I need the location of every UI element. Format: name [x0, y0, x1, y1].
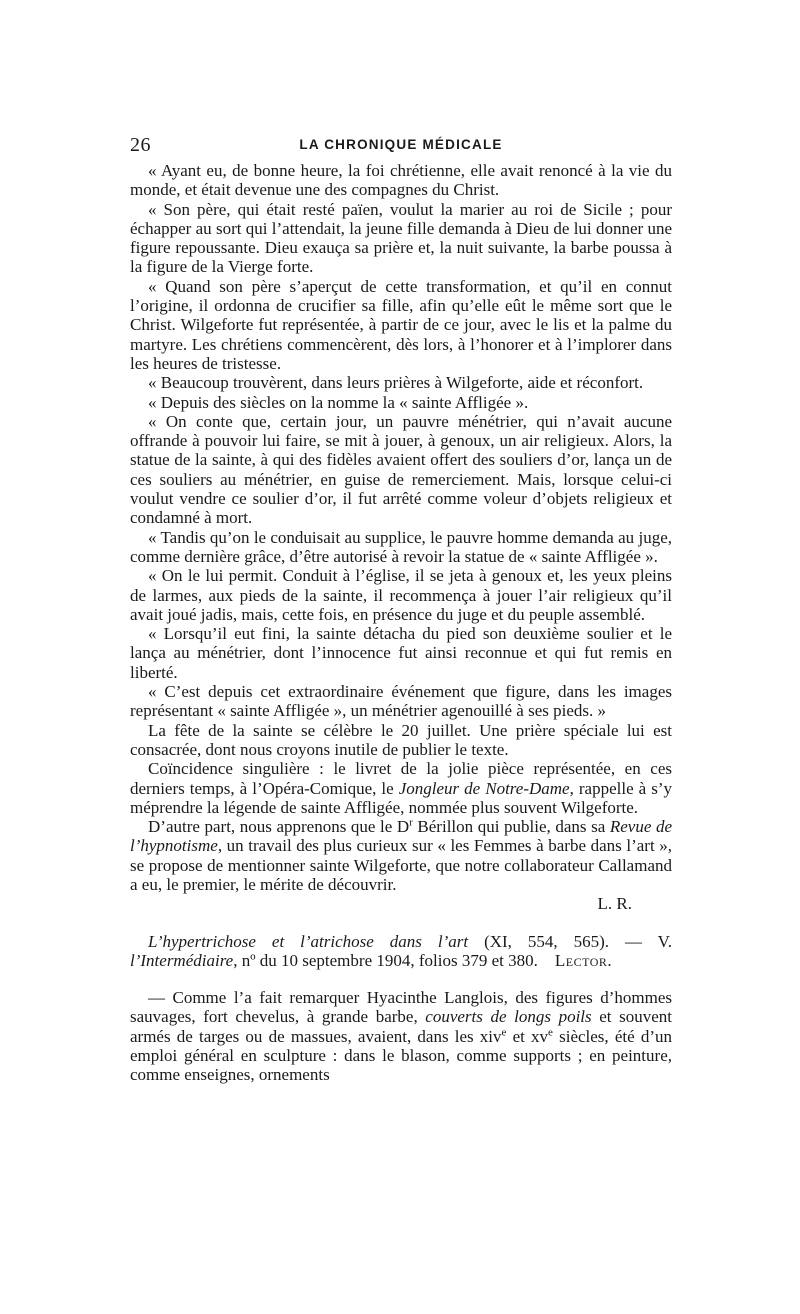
paragraph: « Depuis des siècles on la nomme la « sainte Affligée ».: [148, 392, 529, 412]
paragraph: « Quand son père s’aperçut de cette transformation, et qu’il en connut l’origine, il ordonna de crucifier sa fille, afin qu’elle eût le même sort que le Christ. Wilgeforte fut représentée, à partir de ce jour, avec le lis et la palme du martyre. Les chrétiens commencèrent, dès lors, à l’honorer et à l’implorer dans les heures de tristesse.: [130, 276, 672, 373]
running-title: LA CHRONIQUE MÉDICALE: [299, 137, 503, 152]
text-run: siècles, été d’un emploi général en sculpture : dans le blason, comme supports ; en peinture, comme enseignes, ornements: [130, 1026, 672, 1085]
reference-entry: [130, 932, 672, 971]
text-run: et souvent armés de targes ou de massues, avaient, dans les xiv: [130, 1007, 672, 1046]
reference-title: L’hypertrichose et l’atrichose dans l’art: [148, 931, 469, 951]
text-run: Bérillon qui publie, dans sa: [412, 817, 610, 837]
article-body: [130, 161, 672, 1085]
superscript: e: [548, 1026, 553, 1039]
text-run: Coïncidence singulière : le livret de la jolie pièce représentée, en ces derniers temps, à l’Opéra-Comique, le: [130, 759, 672, 798]
paragraph: « Ayant eu, de bonne heure, la foi chrétienne, elle avait renoncé à la vie du monde, et était devenue une des compagnes du Christ.: [130, 161, 672, 200]
italic-phrase: couverts de longs poils: [425, 1007, 592, 1027]
superscript: r: [409, 816, 413, 829]
paragraph: « Lorsqu’il eut fini, la sainte détacha du pied son deuxième soulier et le lança au ménétrier, dont l’innocence fut ainsi reconnue et qui fut remis en liberté.: [130, 624, 672, 682]
paragraph: « Beaucoup trouvèrent, dans leurs prières à Wilgeforte, aide et réconfort.: [148, 373, 644, 393]
text-run: , nº du 10 septembre 1904, folios 379 et 380.: [233, 950, 538, 970]
text-run: et xv: [506, 1026, 549, 1046]
paragraph: « Son père, qui était resté païen, voulut la marier au roi de Sicile ; pour échapper au sort qui l’attendait, la jeune fille demanda à Dieu de lui donner une figure repoussante. Dieu exauça sa prière et, la nuit suivante, la barbe poussa à la figure de la Vierge forte.: [130, 199, 672, 277]
page-header: [130, 134, 672, 156]
work-title: Jongleur de Notre-Dame: [398, 778, 570, 798]
paragraph: « On conte que, certain jour, un pauvre ménétrier, qui n’avait aucune offrande à pouvoir lui faire, se mit à jouer, à genoux, un air religieux. Alors, la statue de la sainte, à qui des fidèles avaient offert des souliers d’or, lança un de ces souliers au ménétrier, en guise de remerciement. Mais, lorsque celui-ci voulut vendre ce soulier d’or, il fut arrêté comme voleur d’objets religieux et condamné à mort.: [130, 411, 672, 528]
section-gap: [130, 970, 672, 988]
text-run: , rappelle à s’y méprendre la légende de sainte Affligée, nommée plus souvent Wilgeforte.: [130, 778, 673, 817]
paragraph: La fête de la sainte se célèbre le 20 juillet. Une prière spéciale lui est consacrée, dont nous croyons inutile de publier le texte.: [130, 720, 672, 759]
signature: L. R.: [597, 894, 632, 914]
text-run: — Comme l’a fait remarquer Hyacinthe Langlois, des figures d’hommes sauvages, fort chevelus, à grande barbe,: [130, 988, 672, 1027]
paragraph: « C’est depuis cet extraordinaire événement que figure, dans les images représentant « sainte Affligée », un ménétrier agenouillé à ses pieds. »: [130, 682, 672, 721]
paragraph-last: [130, 988, 672, 1084]
reference-author: Lector.: [554, 950, 613, 970]
paragraph-dautre: [130, 817, 672, 894]
signature-line: [130, 894, 672, 913]
text-run: , un travail des plus curieux sur « les Femmes à barbe dans l’art », se propose de mentionner sainte Wilgeforte, que notre collaborateur Callamand a eu, le premier, le mérite de découvrir.: [130, 836, 672, 894]
reference-journal: l’Intermédiaire: [130, 950, 234, 970]
text-run: (XI, 554, 565). — V.: [468, 931, 672, 951]
page-number: 26: [130, 134, 151, 156]
journal-title: Revue de l’hypnotisme: [130, 817, 672, 856]
paragraph-coincidence: [130, 759, 672, 817]
paragraph: « On le lui permit. Conduit à l’église, il se jeta à genoux et, les yeux pleins de larmes, aux pieds de la sainte, il recommença à jouer l’air religieux qu’il avait joué jadis, mais, cette fois, en présence du juge et du peuple assemblé.: [130, 566, 672, 624]
paragraph: « Tandis qu’on le conduisait au supplice, le pauvre homme demanda au juge, comme dernière grâce, d’être autorisé à revoir la statue de « sainte Affligée ».: [130, 527, 672, 566]
superscript: e: [501, 1026, 507, 1039]
text-run: D’autre part, nous apprenons que le D: [148, 817, 410, 837]
